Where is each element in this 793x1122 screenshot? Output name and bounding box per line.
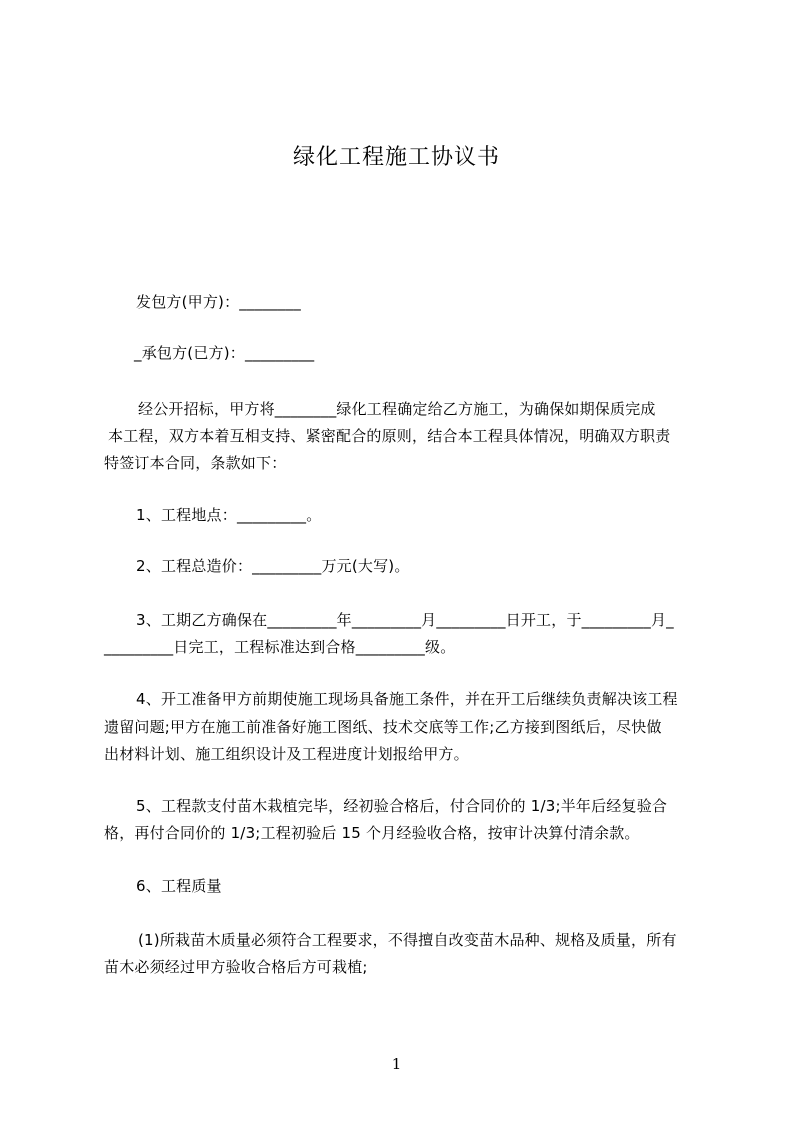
clause-1-line: 1、工程地点：_________。 xyxy=(136,506,322,524)
document-title: 绿化工程施工协议书 xyxy=(292,145,500,170)
clause-6-1-line-2: 苗木必须经过甲方验收合格后方可栽植; xyxy=(104,958,368,976)
clause-4-line-2: 遗留问题;甲方在施工前准备好施工图纸、技术交底等工作;乙方接到图纸后，尽快做 xyxy=(104,718,662,736)
preamble-line-3: 特签订本合同，条款如下： xyxy=(104,454,287,472)
page-number: 1 xyxy=(391,1055,402,1073)
preamble-line-2: 本工程，双方本着互相支持、紧密配合的原则，结合本工程具体情况，明确双方职责 xyxy=(108,427,671,445)
party-b-line: _承包方(已方)：_________ xyxy=(134,344,315,362)
clause-2-line: 2、工程总造价：_________万元(大写)。 xyxy=(136,557,410,575)
clause-5-line-2: 格，再付合同价的 1/3;工程初验后 15 个月经验收合格，按审计决算付清余款。 xyxy=(104,824,640,842)
clause-3-line-1: 3、工期乙方确保在_________年_________月_________日开工，于_________月_ xyxy=(136,611,674,629)
clause-4-line-3: 出材料计划、施工组织设计及工程进度计划报给甲方。 xyxy=(104,745,469,763)
clause-4-line-1: 4、开工准备甲方前期使施工现场具备施工条件，并在开工后继续负责解决该工程 xyxy=(136,690,678,708)
clause-5-line-1: 5、工程款支付苗木栽植完毕，经初验合格后，付合同价的 1/3;半年后经复验合 xyxy=(136,797,668,815)
clause-6-line: 6、工程质量 xyxy=(136,877,222,895)
preamble-line-1: 经公开招标，甲方将________绿化工程确定给乙方施工，为确保如期保质完成 xyxy=(138,400,656,418)
party-a-line: 发包方(甲方)：________ xyxy=(136,293,301,311)
clause-6-1-line-1: (1)所栽苗木质量必须符合工程要求，不得擅自改变苗木品种、规格及质量，所有 xyxy=(138,931,677,949)
clause-3-line-2: _________日完工，工程标准达到合格_________级。 xyxy=(104,638,456,656)
